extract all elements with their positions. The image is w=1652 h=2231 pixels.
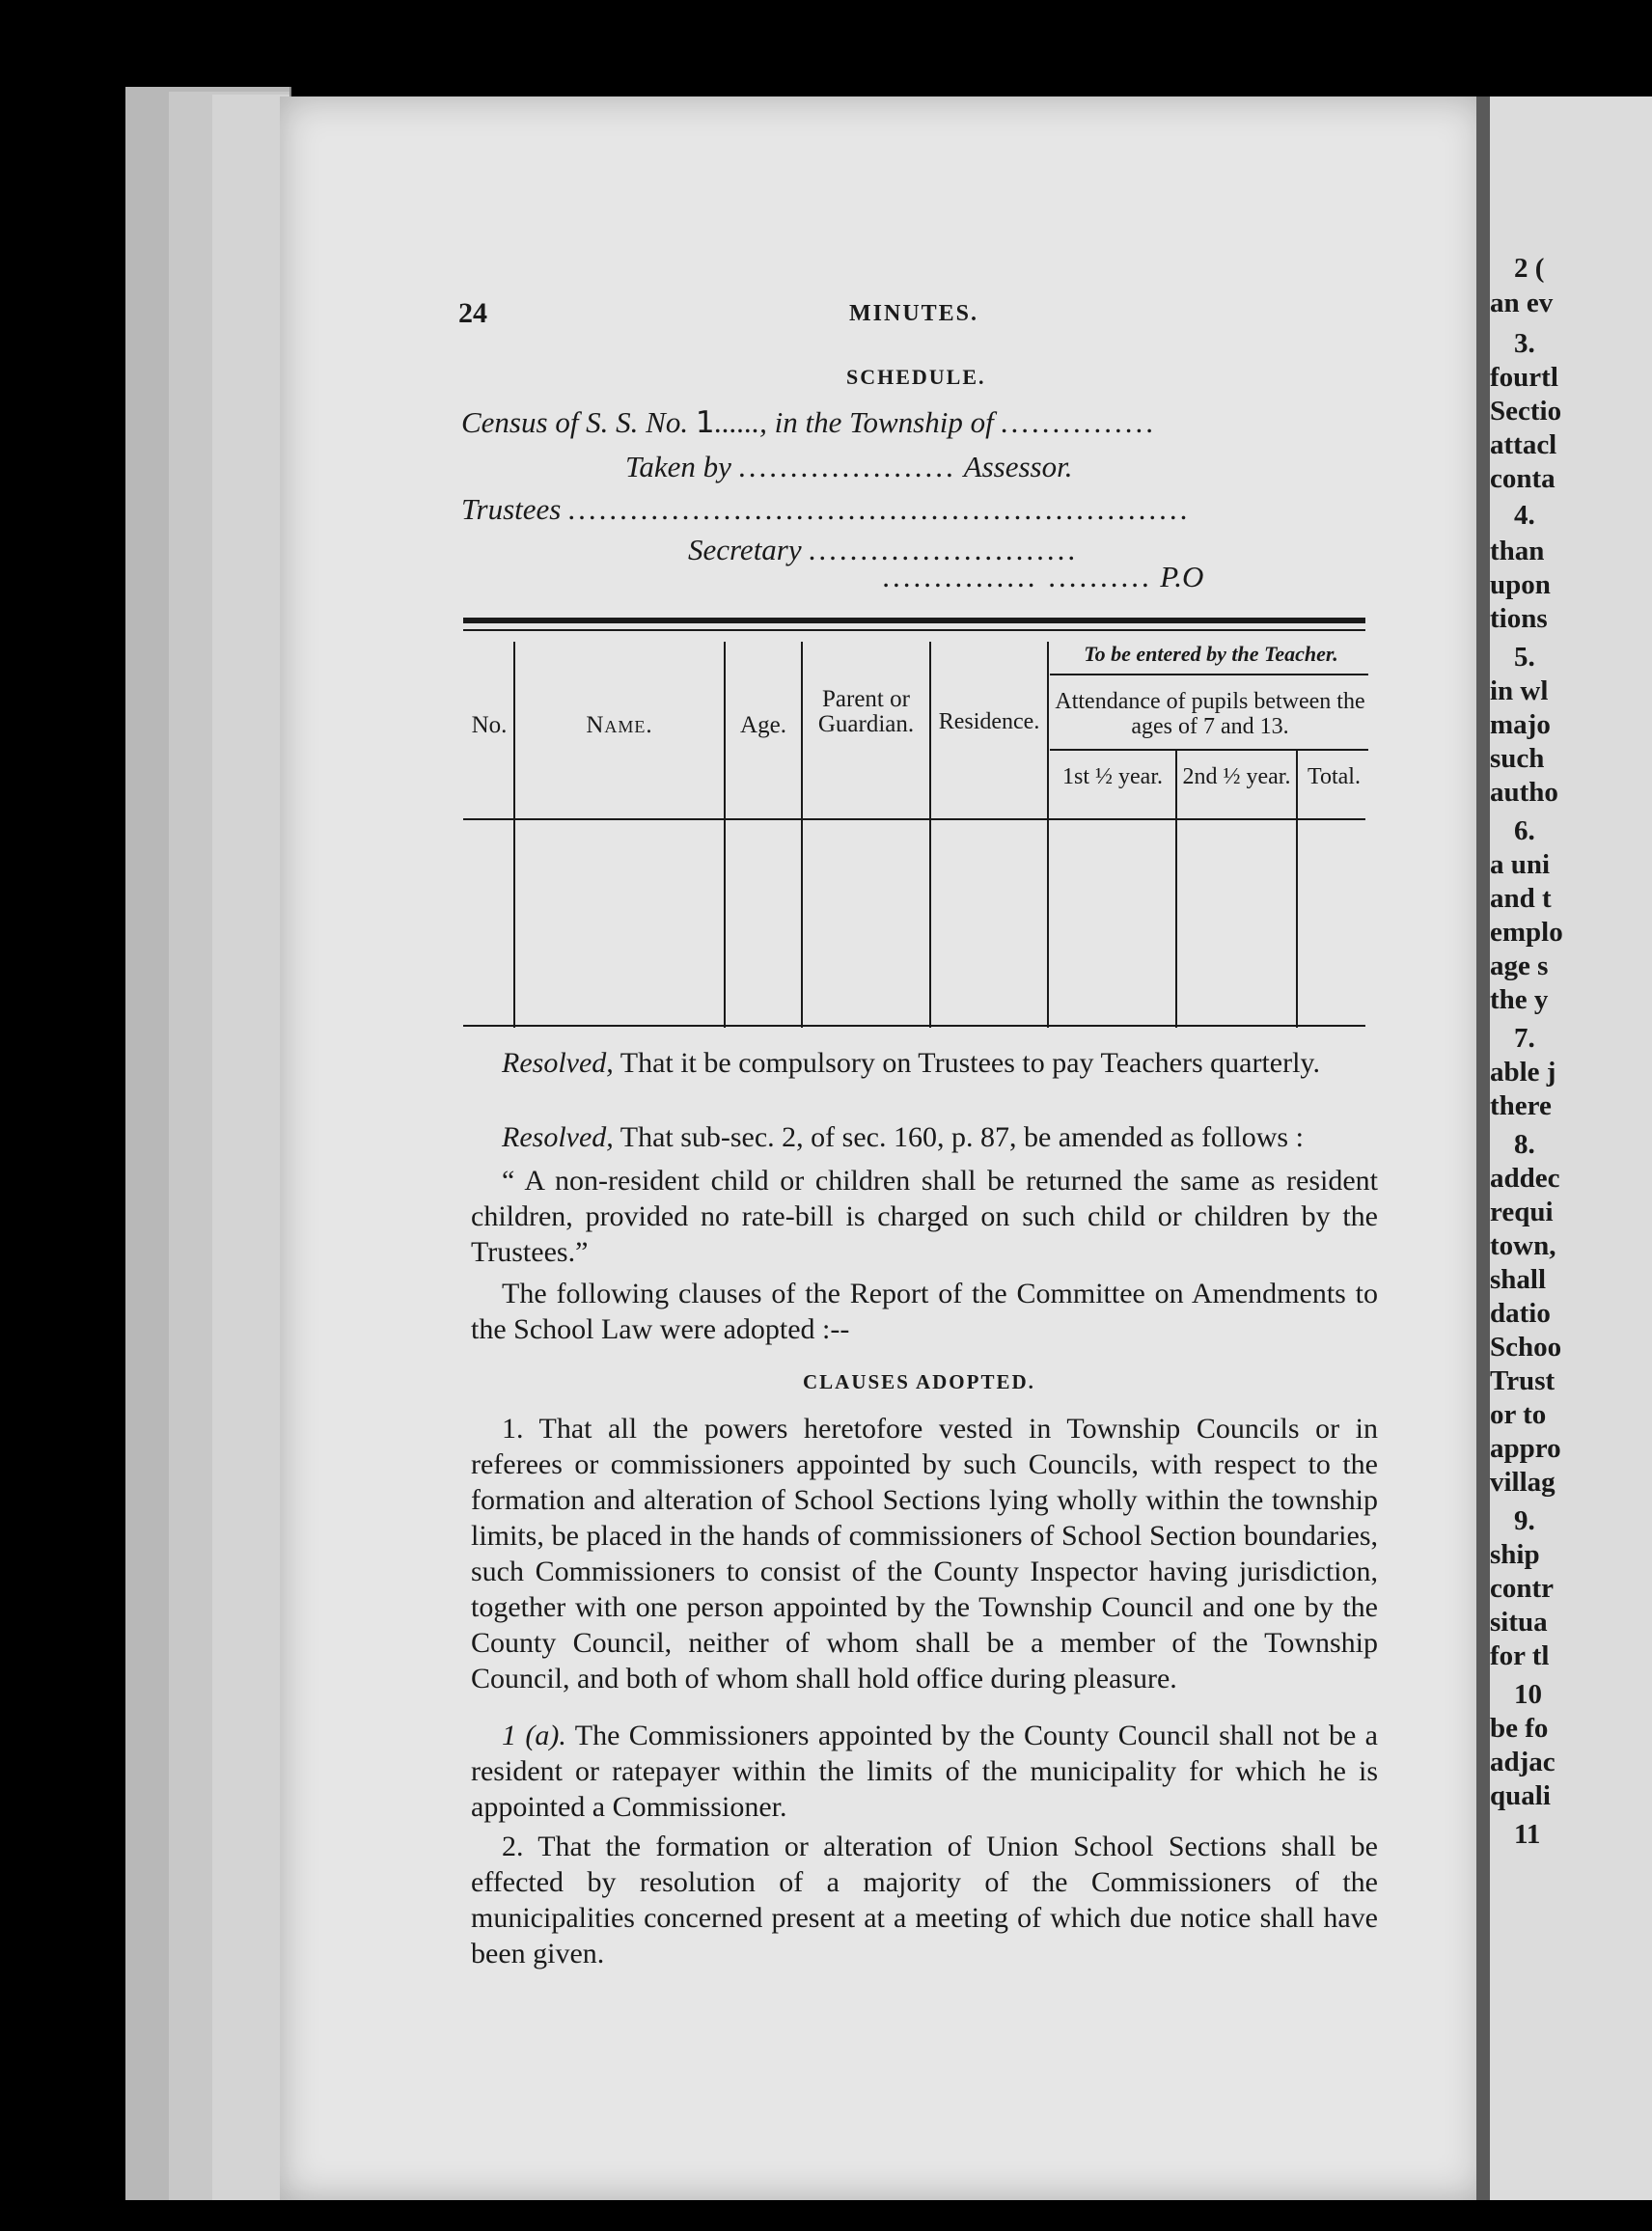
clauses-title: CLAUSES ADOPTED.	[803, 1370, 1035, 1393]
col-no: No.	[471, 712, 508, 738]
sub-col-2: 2nd ½ year.	[1182, 764, 1291, 789]
facing-page-line: such	[1490, 743, 1545, 774]
clause-1a	[471, 1718, 1378, 1825]
table-divider	[513, 642, 515, 1028]
table-divider	[1047, 642, 1049, 1028]
facing-page-line: there	[1490, 1090, 1552, 1121]
facing-page-line: for tl	[1490, 1640, 1550, 1671]
facing-page-line: 2 (	[1514, 253, 1545, 284]
facing-page-line: ship	[1490, 1539, 1540, 1570]
running-title: MINUTES.	[849, 301, 979, 326]
census-prefix: Census of S. S. No.	[461, 405, 689, 439]
schedule-title: SCHEDULE.	[846, 365, 986, 389]
attendance-header: Attendance of pupils between the ages of 7 and 13.	[1055, 689, 1365, 739]
clause-1a-text: The Commissioners appointed by the County Council shall not be a resident or ratepayer within the limits of the municipality for which he is appointed a Commissioner.	[471, 1720, 1378, 1823]
sub-col-1: 1st ½ year.	[1062, 764, 1163, 789]
table-top-rule-thin	[463, 629, 1365, 631]
table-divider	[724, 642, 726, 1028]
resolution-1-text: That it be compulsory on Trustees to pay Teachers quarterly.	[613, 1047, 1320, 1079]
facing-page-line: 3.	[1514, 328, 1535, 359]
trustees-dots: ............................................................	[568, 492, 1192, 526]
facing-page-line: 11	[1514, 1819, 1541, 1850]
facing-page-line: addec	[1490, 1163, 1560, 1194]
taken-dots: .....................	[738, 450, 957, 483]
census-mark: 1	[695, 405, 715, 440]
facing-page-line: upon	[1490, 569, 1551, 600]
facing-page-line: autho	[1490, 777, 1558, 808]
page-number: 24	[458, 297, 487, 329]
resolved-label: Resolved,	[502, 1121, 614, 1153]
sub-col-3: Total.	[1308, 764, 1361, 789]
resolution-2	[471, 1119, 1378, 1155]
po-suffix: P.O	[1160, 560, 1204, 593]
table-divider	[1296, 751, 1298, 1028]
facing-page-line: a uni	[1490, 849, 1551, 880]
census-line	[461, 405, 1157, 440]
facing-page-line: 5.	[1514, 642, 1535, 673]
resolved-label: Resolved,	[502, 1047, 614, 1079]
table-divider	[1175, 751, 1177, 1028]
facing-page-line: Trust	[1490, 1365, 1556, 1396]
census-mid: ......, in the Township of	[714, 405, 994, 439]
taken-suffix: Assessor.	[963, 450, 1073, 483]
po-dots: ............... ..........	[883, 560, 1153, 593]
clause-2-text: 2. That the formation or alteration of Union School Sections shall be effected by resolution of a majority of the Commissioners of the municipalities concerned present at a meeting of which due notice shall have been given.	[471, 1831, 1378, 1969]
clause-2	[471, 1829, 1378, 1971]
facing-page-line: the y	[1490, 984, 1549, 1015]
trustees-line	[461, 492, 1191, 527]
facing-page-line: 9.	[1514, 1505, 1535, 1536]
col-name: Name.	[586, 712, 653, 738]
header-bottom-rule	[463, 818, 1365, 820]
facing-page-line: contr	[1490, 1573, 1555, 1604]
clauses-intro	[471, 1276, 1378, 1347]
facing-page	[1490, 96, 1652, 2200]
facing-page-line: situa	[1490, 1607, 1548, 1638]
facing-page-line: appro	[1490, 1433, 1561, 1464]
clause-1a-label: 1 (a).	[502, 1720, 566, 1751]
facing-page-line: fourtl	[1490, 362, 1558, 393]
facing-page-line: requi	[1490, 1197, 1554, 1227]
clauses-intro-text: The following clauses of the Report of the Committee on Amendments to the School Law were adopted :--	[471, 1278, 1378, 1345]
table-bottom-rule	[463, 1025, 1365, 1027]
quoted-amendment-text: “ A non-resident child or children shall be returned the same as resident children, provided no rate-bill is charged on such child or children by the Trustees.”	[471, 1165, 1378, 1268]
facing-page-line: in wl	[1490, 675, 1549, 706]
col-parent: Parent or Guardian.	[817, 686, 915, 737]
col-residence: Residence.	[938, 709, 1040, 734]
facing-page-line: 6.	[1514, 815, 1535, 846]
facing-page-line: shall	[1490, 1264, 1547, 1295]
facing-page-line: able j	[1490, 1057, 1556, 1088]
quoted-amendment	[471, 1163, 1378, 1270]
facing-page-line: town,	[1490, 1230, 1556, 1261]
facing-page-line: datio	[1490, 1298, 1551, 1329]
facing-page-line: villag	[1490, 1467, 1556, 1498]
facing-page-line: quali	[1490, 1780, 1551, 1811]
book-gutter	[1476, 96, 1490, 2200]
col-age: Age.	[740, 712, 786, 738]
taken-label: Taken by	[625, 450, 731, 483]
facing-page-line: tions	[1490, 603, 1548, 634]
facing-page-line: conta	[1490, 463, 1556, 494]
secretary-dots: ..........................	[809, 533, 1079, 566]
facing-page-line: 8.	[1514, 1129, 1535, 1160]
facing-page-line: age s	[1490, 950, 1549, 981]
teacher-under-rule	[1050, 674, 1368, 675]
facing-page-line: than	[1490, 536, 1545, 566]
secretary-label: Secretary	[688, 533, 802, 566]
census-dots: ...............	[1001, 405, 1157, 439]
facing-page-line: 4.	[1514, 500, 1535, 531]
resolution-2-text: That sub-sec. 2, of sec. 160, p. 87, be amended as follows :	[613, 1121, 1304, 1153]
facing-page-line: 10	[1514, 1679, 1542, 1710]
facing-page-line: an ev	[1490, 288, 1554, 318]
facing-page-line: majo	[1490, 709, 1551, 740]
clause-1	[471, 1411, 1378, 1696]
facing-page-line: and t	[1490, 883, 1552, 914]
resolution-1	[471, 1045, 1378, 1081]
po-line	[883, 560, 1203, 594]
facing-page-line: Schoo	[1490, 1332, 1562, 1363]
table-top-rule	[463, 618, 1365, 623]
facing-page-line: be fo	[1490, 1713, 1549, 1744]
facing-page-line: 7.	[1514, 1023, 1535, 1054]
teacher-header: To be entered by the Teacher.	[1084, 642, 1338, 666]
facing-page-line: or to	[1490, 1399, 1547, 1430]
trustees-label: Trustees	[461, 492, 562, 526]
table-divider	[929, 642, 931, 1028]
facing-page-line: adjac	[1490, 1747, 1556, 1777]
facing-page-line: emplo	[1490, 917, 1563, 948]
facing-page-line: Sectio	[1490, 396, 1562, 427]
clause-1-text: 1. That all the powers heretofore vested in Township Councils or in referees or commissioners appointed by such Councils, with respect to the formation and alteration of School Sections lying wholly within the township limits, be placed in the hands of commissioners of School Section boundaries, such Commissioners to consist of the County Inspector having jurisdiction, together with one person appointed by the Township Council and one by the County Council, neither of whom shall be a member of the Township Council, and both of whom shall hold office during pleasure.	[471, 1413, 1378, 1694]
taken-line	[625, 450, 1072, 484]
attendance-under-rule	[1050, 749, 1368, 751]
facing-page-line: attacl	[1490, 429, 1557, 460]
